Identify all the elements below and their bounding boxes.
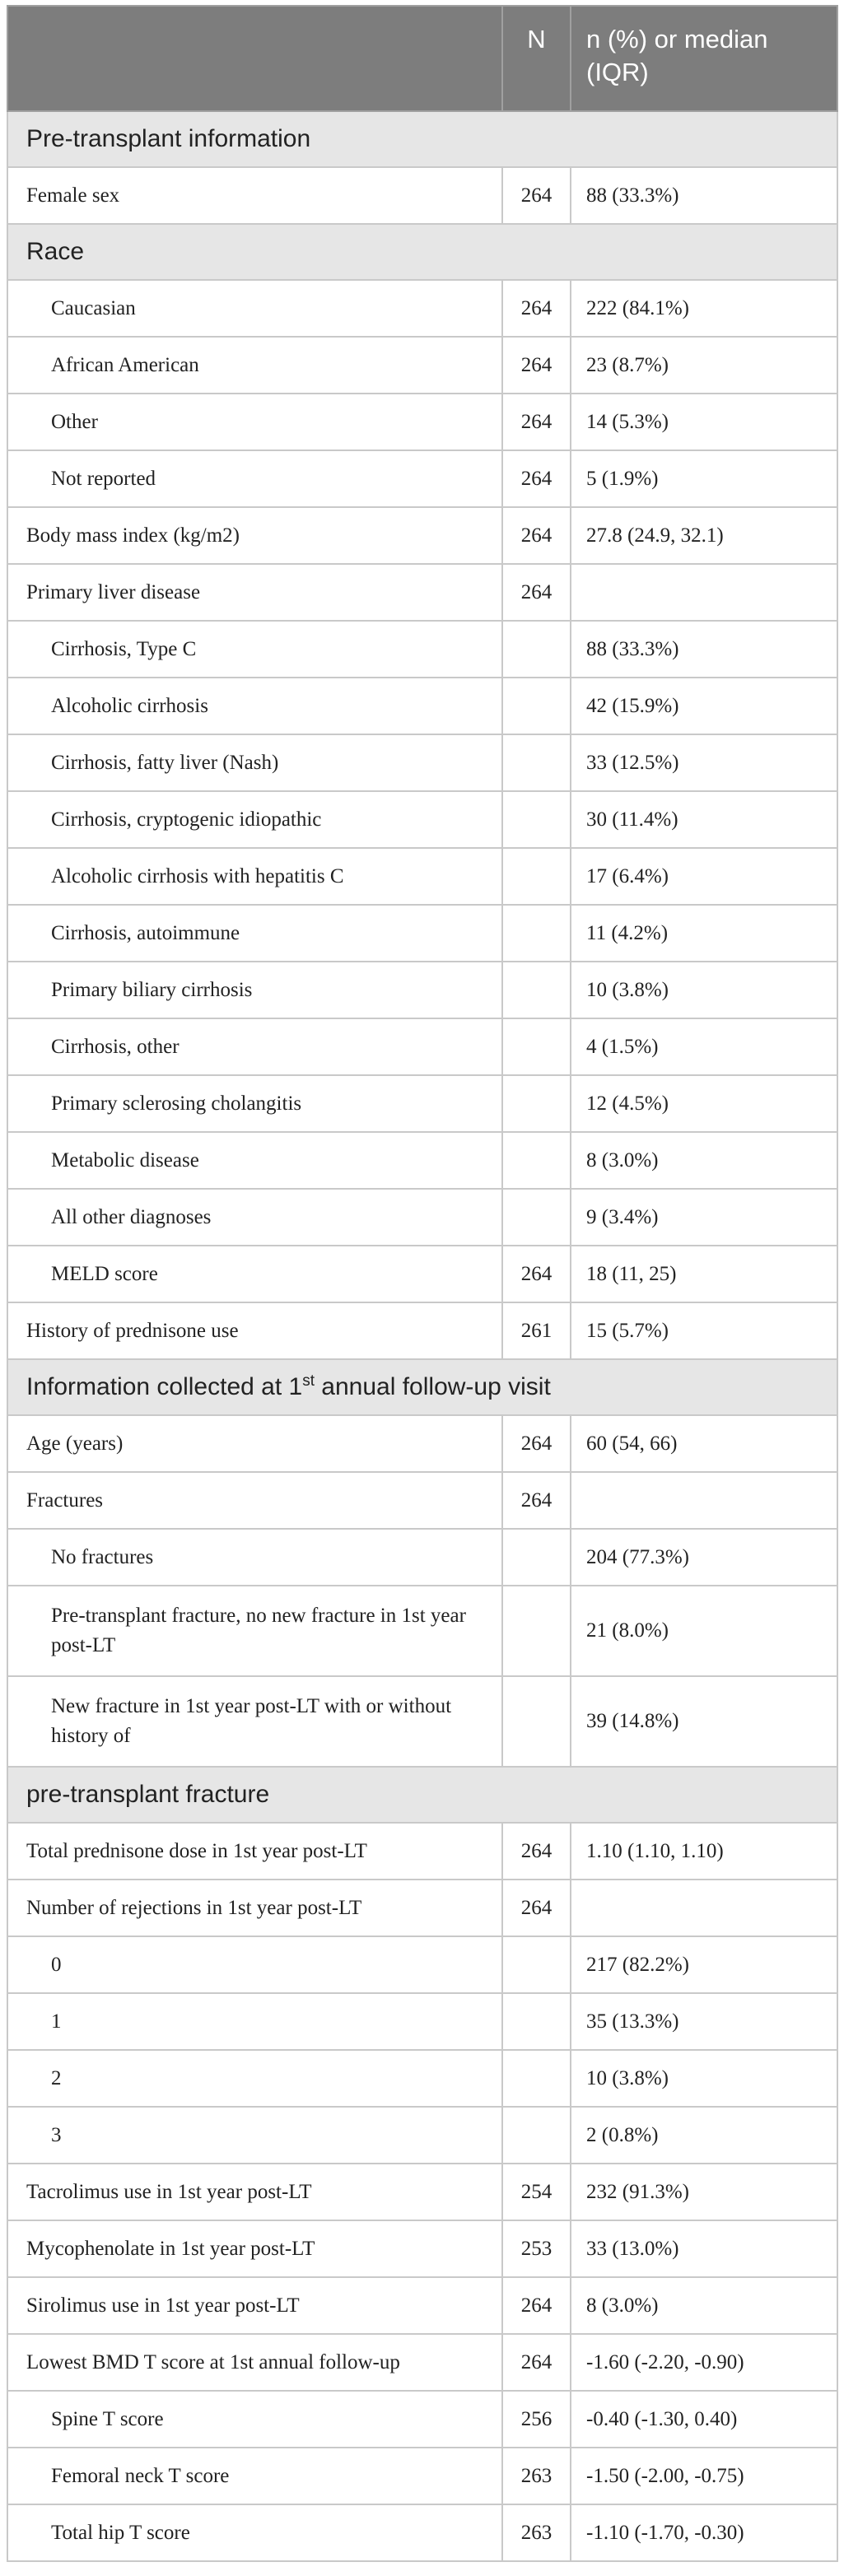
row-n: 264 [502,450,571,507]
table-row [7,450,837,507]
row-label: Cirrhosis, Type C [7,621,502,678]
table-row [7,678,837,734]
row-label: Age (years) [7,1415,502,1472]
row-label: All other diagnoses [7,1189,502,1246]
table-row [7,1302,837,1359]
row-value: 33 (13.0%) [571,2220,837,2277]
row-n [502,734,571,791]
row-label: Alcoholic cirrhosis [7,678,502,734]
row-value: 60 (54, 66) [571,1415,837,1472]
table-row [7,2050,837,2107]
row-n: 264 [502,507,571,564]
row-value: 17 (6.4%) [571,848,837,905]
table-row [7,1936,837,1993]
row-n [502,905,571,962]
row-n [502,678,571,734]
row-label: Cirrhosis, cryptogenic idiopathic [7,791,502,848]
table-row [7,962,837,1018]
table-row [7,2164,837,2220]
row-value: 21 (8.0%) [571,1586,837,1676]
row-n: 254 [502,2164,571,2220]
row-label: Cirrhosis, autoimmune [7,905,502,962]
row-n [502,791,571,848]
table-row [7,1823,837,1880]
section-race: Race [7,224,837,280]
row-label: Not reported [7,450,502,507]
row-label: New fracture in 1st year post-LT with or without history of [7,1676,502,1767]
row-value: 1.10 (1.10, 1.10) [571,1823,837,1880]
row-n: 264 [502,1246,571,1302]
table-row [7,1132,837,1189]
row-value: 12 (4.5%) [571,1075,837,1132]
row-n: 264 [502,1823,571,1880]
row-n [502,1586,571,1676]
row-n: 256 [502,2391,571,2448]
row-value: 8 (3.0%) [571,2277,837,2334]
characteristics-table [7,5,838,2562]
header-row [7,6,837,111]
table-row [7,791,837,848]
row-n [502,1936,571,1993]
row-label: Pre-transplant fracture, no new fracture in 1st year post-LT [7,1586,502,1676]
table-row [7,621,837,678]
row-label: Cirrhosis, other [7,1018,502,1075]
header-n: N [502,6,571,111]
table-row [7,1880,837,1936]
row-n: 263 [502,2448,571,2504]
row-label: Sirolimus use in 1st year post-LT [7,2277,502,2334]
section-row [7,1767,837,1823]
table-row [7,1415,837,1472]
row-value [571,1880,837,1936]
table-row [7,167,837,224]
row-value: 14 (5.3%) [571,394,837,450]
row-n [502,1132,571,1189]
row-n: 264 [502,167,571,224]
row-label: Alcoholic cirrhosis with hepatitis C [7,848,502,905]
section-row [7,1359,837,1415]
row-n [502,848,571,905]
row-label: Total prednisone dose in 1st year post-LT [7,1823,502,1880]
row-value: 33 (12.5%) [571,734,837,791]
row-n [502,962,571,1018]
table-row [7,848,837,905]
row-n: 264 [502,394,571,450]
row-label: MELD score [7,1246,502,1302]
table-row [7,1993,837,2050]
header-label [7,6,502,111]
row-n [502,1018,571,1075]
row-value: 222 (84.1%) [571,280,837,337]
row-label: Tacrolimus use in 1st year post-LT [7,2164,502,2220]
row-n: 264 [502,280,571,337]
row-value: 35 (13.3%) [571,1993,837,2050]
table-row [7,1075,837,1132]
row-n [502,2050,571,2107]
row-n: 253 [502,2220,571,2277]
row-label: 2 [7,2050,502,2107]
row-value: 11 (4.2%) [571,905,837,962]
table-row [7,2107,837,2164]
row-value: 10 (3.8%) [571,2050,837,2107]
row-value [571,564,837,621]
table-row [7,1246,837,1302]
row-value [571,1472,837,1529]
table-row [7,905,837,962]
table-row [7,1586,837,1676]
table-row [7,2277,837,2334]
row-value: 217 (82.2%) [571,1936,837,1993]
row-label: Primary biliary cirrhosis [7,962,502,1018]
section-text-rest: annual follow-up visit [314,1373,551,1400]
table-row [7,1529,837,1586]
row-n: 264 [502,337,571,394]
row-value: 5 (1.9%) [571,450,837,507]
table-row [7,1676,837,1767]
row-value: 4 (1.5%) [571,1018,837,1075]
section-pre-transplant: Pre-transplant information [7,111,837,167]
row-label: Femoral neck T score [7,2448,502,2504]
table-row [7,2334,837,2391]
row-value: -0.40 (-1.30, 0.40) [571,2391,837,2448]
row-n [502,1993,571,2050]
row-n: 261 [502,1302,571,1359]
row-n [502,1676,571,1767]
row-label: Body mass index (kg/m2) [7,507,502,564]
row-label: Other [7,394,502,450]
row-label: 3 [7,2107,502,2164]
section-annual-follow-up [7,1359,837,1415]
row-n: 264 [502,1880,571,1936]
row-n [502,1529,571,1586]
row-value: 232 (91.3%) [571,2164,837,2220]
table-row [7,2448,837,2504]
table-row [7,2220,837,2277]
row-n: 263 [502,2504,571,2561]
row-value: 23 (8.7%) [571,337,837,394]
table-row [7,734,837,791]
table-row [7,394,837,450]
row-label: History of prednisone use [7,1302,502,1359]
row-value: 204 (77.3%) [571,1529,837,1586]
row-label: Metabolic disease [7,1132,502,1189]
table-row [7,564,837,621]
row-value: 42 (15.9%) [571,678,837,734]
table-row [7,2504,837,2561]
row-value: 39 (14.8%) [571,1676,837,1767]
row-value: 2 (0.8%) [571,2107,837,2164]
table-row [7,337,837,394]
section-text: Information collected at 1 [26,1373,303,1400]
row-label: Primary liver disease [7,564,502,621]
row-value: 9 (3.4%) [571,1189,837,1246]
row-n [502,1189,571,1246]
row-value: 15 (5.7%) [571,1302,837,1359]
row-n [502,1075,571,1132]
row-label: African American [7,337,502,394]
row-label: 1 [7,1993,502,2050]
section-row [7,224,837,280]
header-value: n (%) or median (IQR) [571,6,837,111]
row-value: 18 (11, 25) [571,1246,837,1302]
table-row [7,1018,837,1075]
table-row [7,280,837,337]
table-row [7,1472,837,1529]
row-label: Lowest BMD T score at 1st annual follow-up [7,2334,502,2391]
row-label: Number of rejections in 1st year post-LT [7,1880,502,1936]
row-value: -1.60 (-2.20, -0.90) [571,2334,837,2391]
row-value: -1.10 (-1.70, -0.30) [571,2504,837,2561]
row-label: Mycophenolate in 1st year post-LT [7,2220,502,2277]
row-n [502,621,571,678]
row-n: 264 [502,2334,571,2391]
row-value: 88 (33.3%) [571,167,837,224]
row-label: Fractures [7,1472,502,1529]
row-label: Total hip T score [7,2504,502,2561]
row-n: 264 [502,1415,571,1472]
row-value: 88 (33.3%) [571,621,837,678]
row-label: Cirrhosis, fatty liver (Nash) [7,734,502,791]
row-value: 10 (3.8%) [571,962,837,1018]
row-value: -1.50 (-2.00, -0.75) [571,2448,837,2504]
row-label: Caucasian [7,280,502,337]
row-n [502,2107,571,2164]
row-n: 264 [502,564,571,621]
row-label: Primary sclerosing cholangitis [7,1075,502,1132]
row-label: No fractures [7,1529,502,1586]
row-label: Female sex [7,167,502,224]
row-label: Spine T score [7,2391,502,2448]
table-row [7,2391,837,2448]
table-row [7,507,837,564]
row-n: 264 [502,1472,571,1529]
row-n: 264 [502,2277,571,2334]
table-row [7,1189,837,1246]
section-row [7,111,837,167]
row-label: 0 [7,1936,502,1993]
superscript: st [302,1372,315,1390]
section-pre-transplant-fracture: pre-transplant fracture [7,1767,837,1823]
row-value: 27.8 (24.9, 32.1) [571,507,837,564]
row-value: 8 (3.0%) [571,1132,837,1189]
row-value: 30 (11.4%) [571,791,837,848]
